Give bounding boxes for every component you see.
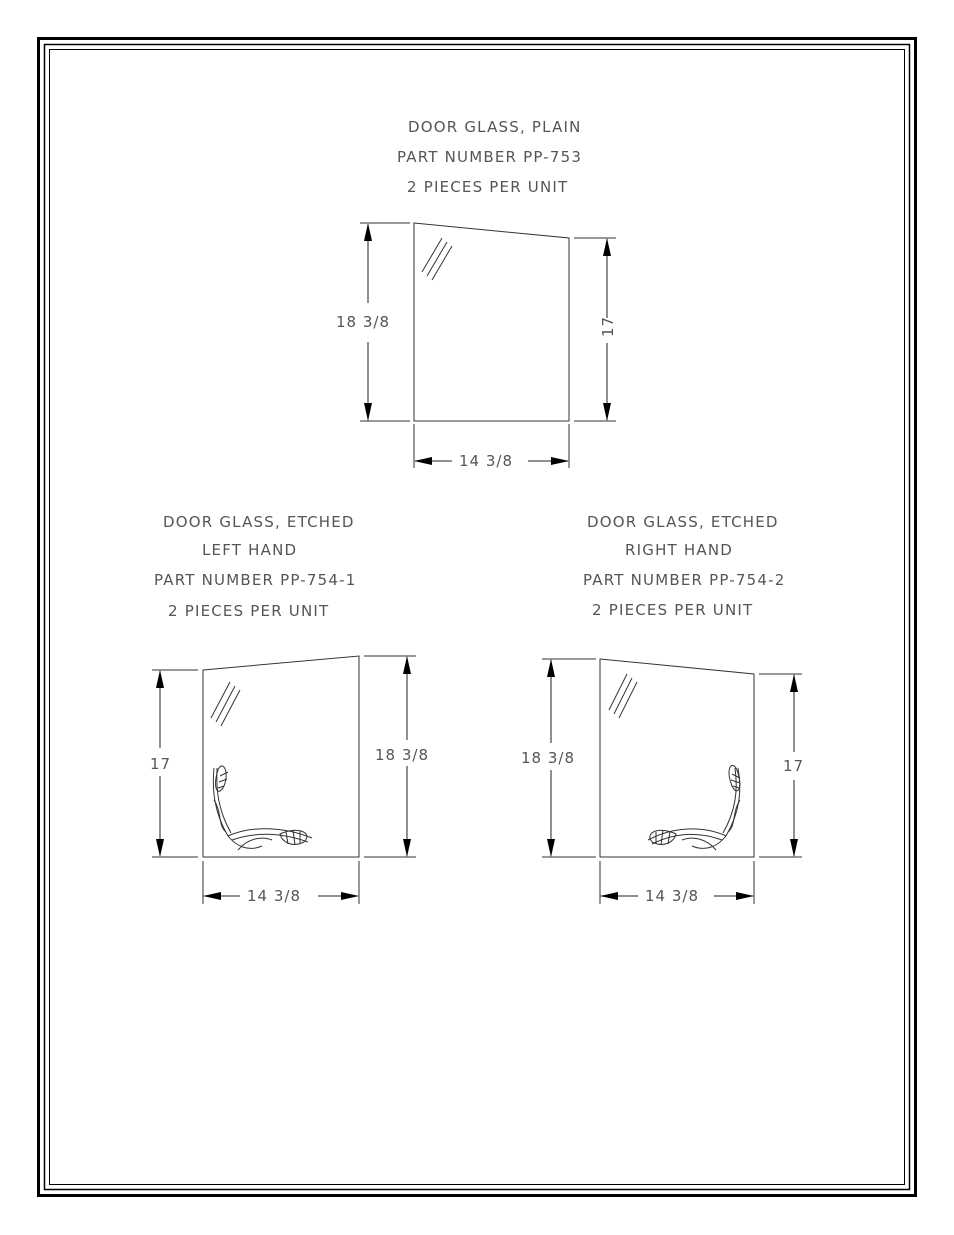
dim-width-text: 14 3/8	[645, 887, 699, 905]
label-quantity: 2 PIECES PER UNIT	[592, 601, 754, 619]
wheat-etching-icon	[648, 765, 740, 850]
glass-reflection-icon	[422, 238, 452, 280]
dim-left-height	[150, 670, 198, 857]
label-title: DOOR GLASS, PLAIN	[408, 118, 582, 136]
dim-width	[600, 861, 754, 905]
part-etched-right	[521, 513, 804, 905]
dim-right-height-text: 17	[599, 315, 617, 337]
dim-width	[203, 861, 359, 905]
label-quantity: 2 PIECES PER UNIT	[407, 178, 569, 196]
glass-reflection-icon	[609, 674, 637, 718]
dim-left-height	[336, 223, 410, 421]
dim-left-height-text: 17	[150, 755, 172, 773]
dim-right-height	[574, 238, 617, 421]
wheat-etching-icon	[213, 766, 312, 850]
dim-right-height-text: 18 3/8	[375, 746, 429, 764]
dim-left-height-text: 18 3/8	[336, 313, 390, 331]
glass-outline	[203, 656, 359, 857]
part-etched-left	[150, 513, 429, 905]
label-hand: RIGHT HAND	[625, 541, 733, 559]
label-title: DOOR GLASS, ETCHED	[163, 513, 355, 531]
dim-right-height	[364, 656, 429, 857]
dim-width-text: 14 3/8	[247, 887, 301, 905]
label-part-number: PART NUMBER PP-753	[397, 148, 583, 166]
label-title: DOOR GLASS, ETCHED	[587, 513, 779, 531]
label-part-number: PART NUMBER PP-754-2	[583, 571, 786, 589]
glass-outline	[414, 223, 569, 421]
dim-width-text: 14 3/8	[459, 452, 513, 470]
part-plain	[336, 118, 617, 470]
part-label	[397, 118, 582, 196]
label-part-number: PART NUMBER PP-754-1	[154, 571, 357, 589]
dim-left-height	[521, 659, 596, 857]
part-label	[154, 513, 356, 620]
label-quantity: 2 PIECES PER UNIT	[168, 602, 330, 620]
dim-left-height-text: 18 3/8	[521, 749, 575, 767]
dim-right-height-text: 17	[783, 757, 805, 775]
dim-width	[414, 424, 569, 470]
part-label	[583, 513, 785, 619]
glass-reflection-icon	[211, 682, 240, 726]
dim-right-height	[759, 674, 804, 857]
label-hand: LEFT HAND	[202, 541, 298, 559]
